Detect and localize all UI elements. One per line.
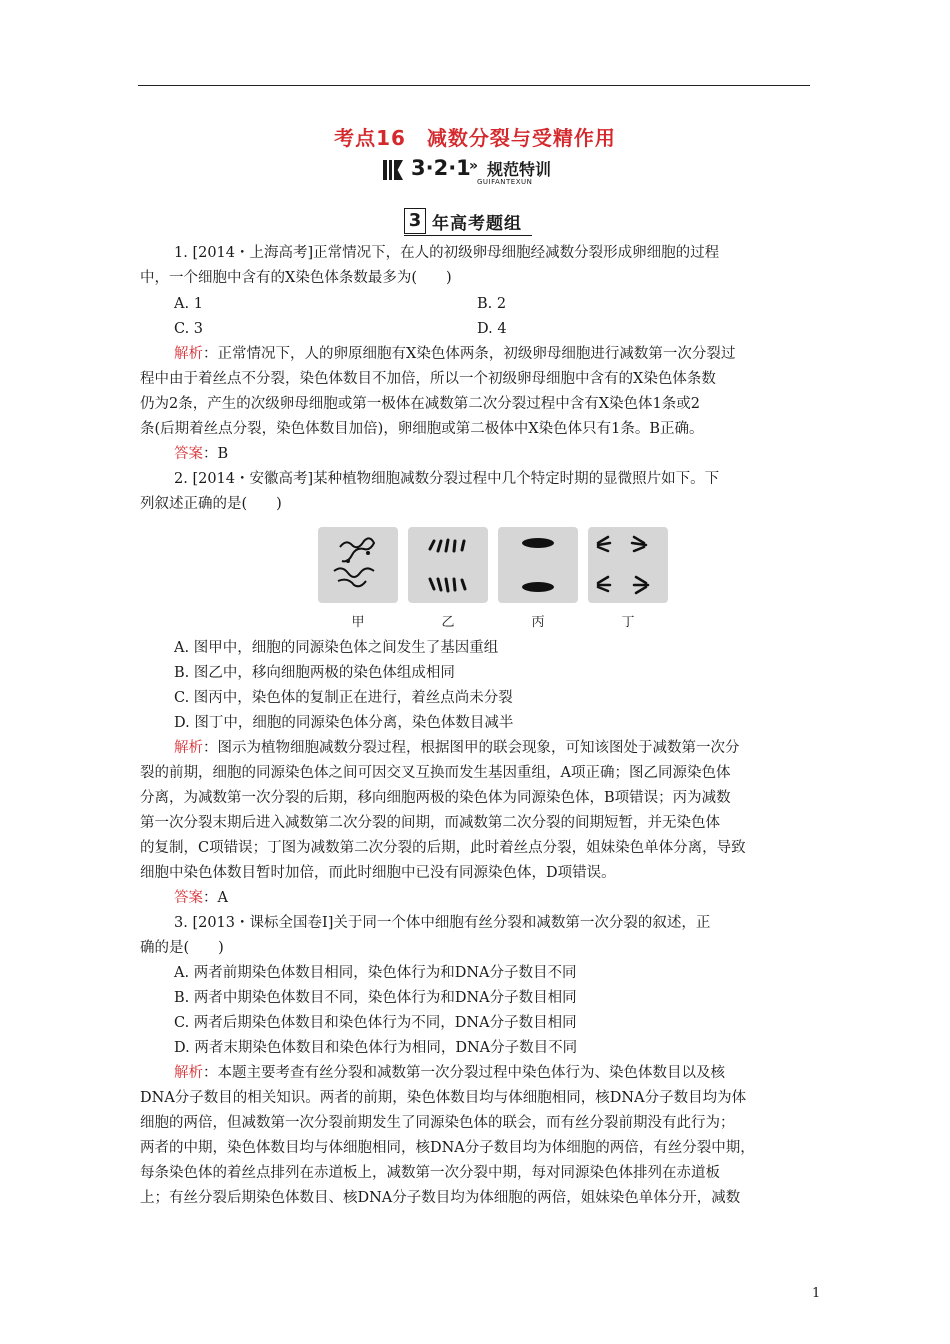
analysis-label: 解析 xyxy=(174,1065,203,1081)
q1-option-c: C. 3 xyxy=(174,321,204,337)
q2-answer: 答案：A xyxy=(174,890,228,906)
q3-analysis-line: 上；有丝分裂后期染色体数目、核DNA分子数目均为体细胞的两倍，姐妹染色单体分开，减数 xyxy=(140,1190,741,1206)
micrograph-jia xyxy=(318,527,398,603)
figure-label-ding: 丁 xyxy=(621,615,635,630)
q3-option-d: D. 两者末期染色体数目和染色体行为相同，DNA分子数目不同 xyxy=(174,1040,578,1056)
analysis-label: 解析 xyxy=(174,346,203,362)
q1-option-a: A. 1 xyxy=(174,296,203,312)
section-heading xyxy=(404,208,564,234)
q3-analysis-line: 每条染色体的着丝点排列在赤道板上，减数第一次分裂中期，每对同源染色体排列在赤道板 xyxy=(140,1165,720,1181)
page-title: 考点16 减数分裂与受精作用 xyxy=(334,126,616,150)
brand-bars-icon xyxy=(383,160,405,180)
q3-analysis-line: 两者的中期，染色体数目均与体细胞相同，核DNA分子数目均为体细胞的两倍，有丝分裂中期， xyxy=(140,1140,755,1156)
q1-analysis-first: 解析：正常情况下，人的卵原细胞有X染色体两条，初级卵母细胞进行减数第一次分裂过 xyxy=(174,346,736,362)
figure-label-jia: 甲 xyxy=(351,615,365,630)
q3-analysis-first: 解析：本题主要考查有丝分裂和减数第一次分裂过程中染色体行为、染色体数目以及核 xyxy=(174,1065,725,1081)
q1-analysis-line: 条(后期着丝点分裂，染色体数目加倍)，卵细胞或第二极体中X染色体只有1条。B正确。 xyxy=(140,421,704,437)
q3-option-a: A. 两者前期染色体数目相同，染色体行为和DNA分子数目不同 xyxy=(174,965,577,981)
q2-option-a: A. 图甲中，细胞的同源染色体之间发生了基因重组 xyxy=(174,640,499,656)
q1-answer: 答案：B xyxy=(174,446,229,462)
answer-label: 答案 xyxy=(174,446,203,462)
brand-logo xyxy=(383,156,583,186)
q2-analysis-line: 第一次分裂末期后进入减数第二次分裂的间期，而减数第二次分裂的间期短暂，并无染色体 xyxy=(140,815,720,831)
section-number: 3 xyxy=(404,208,426,234)
figure-label-yi: 乙 xyxy=(441,615,455,630)
q2-stem-line: 列叙述正确的是( ) xyxy=(140,496,282,512)
micrograph-bing xyxy=(498,527,578,603)
brand-pinyin: GUIFANTEXUN xyxy=(477,178,533,186)
section-label: 年高考题组 xyxy=(432,214,522,234)
q3-analysis-line: 细胞的两倍，但减数第一次分裂前期发生了同源染色体的联会，而有丝分裂前期没有此行为； xyxy=(140,1115,735,1131)
brand-number: 3·2·1 xyxy=(411,156,471,180)
q3-option-b: B. 两者中期染色体数目不同，染色体行为和DNA分子数目相同 xyxy=(174,990,577,1006)
micrograph-ding xyxy=(588,527,668,603)
q1-option-b: B. 2 xyxy=(477,296,507,312)
q3-option-c: C. 两者后期染色体数目和染色体行为不同，DNA分子数目相同 xyxy=(174,1015,577,1031)
q1-analysis-line: 程中由于着丝点不分裂，染色体数目不加倍，所以一个初级卵母细胞中含有的X染色体条数 xyxy=(140,371,716,387)
q2-analysis-line: 裂的前期，细胞的同源染色体之间可因交叉互换而发生基因重组，A项正确；图乙同源染色体 xyxy=(140,765,731,781)
q1-stem-line: 中，一个细胞中含有的X染色体条数最多为( ) xyxy=(140,270,452,286)
q2-analysis-line: 分离，为减数第一次分裂的后期，移向细胞两极的染色体为同源染色体，B项错误；丙为减数 xyxy=(140,790,731,806)
q2-stem-line: 2. [2014・安徽高考]某种植物细胞减数分裂过程中几个特定时期的显微照片如下。下 xyxy=(174,471,720,487)
answer-label: 答案 xyxy=(174,890,203,906)
micrograph-yi xyxy=(408,527,488,603)
page-number: 1 xyxy=(812,1286,821,1301)
q3-analysis-line: DNA分子数目的相关知识。两者的前期，染色体数目均与体细胞相同，核DNA分子数目均为体 xyxy=(140,1090,747,1106)
brand-name: 规范特训 xyxy=(487,160,552,179)
q3-stem-line: 3. [2013・课标全国卷Ⅰ]关于同一个体中细胞有丝分裂和减数第一次分裂的叙述，正 xyxy=(174,915,711,931)
q2-option-c: C. 图丙中，染色体的复制正在进行，着丝点尚未分裂 xyxy=(174,690,513,706)
section-underline xyxy=(404,235,532,236)
q2-analysis-line: 细胞中染色体数目暂时加倍，而此时细胞中已没有同源染色体，D项错误。 xyxy=(140,865,616,881)
q3-stem-line: 确的是( ) xyxy=(140,940,224,956)
q1-analysis-line: 仍为2条，产生的次级卵母细胞或第一极体在减数第二次分裂过程中含有X染色体1条或2 xyxy=(140,396,700,412)
q1-option-d: D. 4 xyxy=(477,321,507,337)
q2-option-d: D. 图丁中，细胞的同源染色体分离，染色体数目减半 xyxy=(174,715,514,731)
q2-option-b: B. 图乙中，移向细胞两极的染色体组成相同 xyxy=(174,665,455,681)
q1-stem-line: 1. [2014・上海高考]正常情况下，在人的初级卵母细胞经减数分裂形成卵细胞的过程 xyxy=(174,245,720,261)
top-rule xyxy=(138,85,810,86)
q2-analysis-first: 解析：图示为植物细胞减数分裂过程，根据图甲的联会现象，可知该图处于减数第一次分 xyxy=(174,740,740,756)
analysis-label: 解析 xyxy=(174,740,203,756)
figure-label-bing: 丙 xyxy=(531,615,545,630)
brand-arrow-icon: » xyxy=(469,158,479,174)
q2-analysis-line: 的复制，C项错误；丁图为减数第二次分裂的后期，此时着丝点分裂，姐妹染色单体分离，导致 xyxy=(140,840,746,856)
